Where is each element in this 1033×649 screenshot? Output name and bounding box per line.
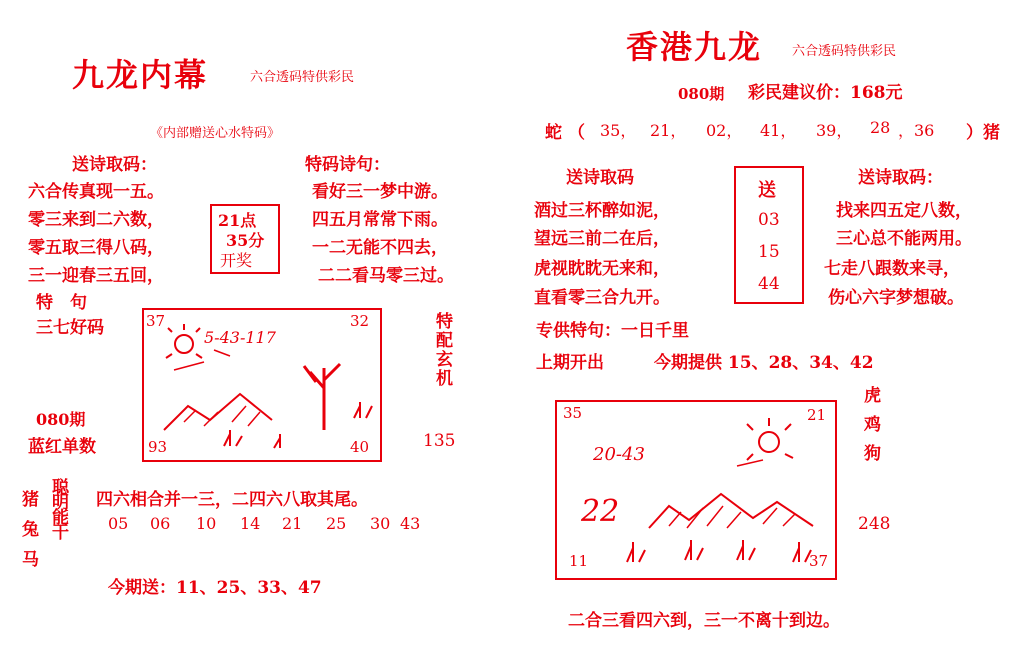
right-subtitle: 六合透码特供彩民 (792, 44, 897, 59)
left-special-line: 三七好码 (36, 318, 104, 338)
right-snake-number-1: 35， (600, 121, 637, 140)
right-poem-right-line-3: 七走八跟数来寻， (824, 259, 960, 279)
right-side-number: 248 (858, 514, 891, 534)
send-box-label: 送 (758, 180, 776, 201)
right-snake-start: 蛇 (545, 123, 562, 143)
time-box-line-3: 开奖 (220, 251, 253, 270)
left-side-vertical: 特配玄机 (432, 312, 452, 388)
right-snake-number-2: 21， (650, 121, 687, 140)
right-pic-corner-br: 37 (809, 552, 829, 570)
right-this-issue: 今期提供 15、28、34、42 (654, 353, 874, 373)
right-hint-drawing (557, 402, 835, 578)
left-number-8: 43 (400, 514, 421, 533)
left-poem-left-line-1: 六合传真现一五。 (28, 182, 164, 202)
left-number-3: 10 (196, 514, 217, 533)
right-snake-number-3: 02， (706, 121, 743, 140)
right-pic-scribble-b: 22 (581, 494, 620, 529)
left-rule-line: 四六相合并一三，二四六八取其尾。 (96, 490, 368, 510)
right-bottom-line: 二合三看四六到，三一不离十到边。 (568, 611, 840, 631)
left-number-1: 05 (108, 514, 129, 533)
left-poem-left-title: 送诗取码： (72, 155, 157, 175)
send-box-number-3: 44 (758, 274, 780, 294)
animal-pig: 猪 (22, 490, 39, 510)
left-poem-left-line-2: 零三来到二六数， (28, 210, 164, 230)
right-pic-scribble-a: 20-43 (593, 444, 645, 465)
left-pic-corner-bl: 93 (148, 438, 168, 456)
right-poem-right-line-4: 伤心六字梦想破。 (828, 288, 964, 308)
time-box-line-2: 35分 (226, 231, 265, 250)
right-poem-left-line-2: 望远三前二在后， (534, 229, 670, 249)
right-issue: 080期 (678, 85, 725, 103)
time-box (210, 204, 280, 274)
left-subtitle: 六合透码特供彩民 (250, 70, 355, 85)
right-snake-number-5: 39， (816, 121, 853, 140)
send-box (734, 166, 804, 304)
left-pic-corner-tl: 37 (146, 312, 166, 330)
right-snake-open: （ (568, 123, 585, 143)
left-hint-picture (142, 308, 382, 462)
left-number-2: 06 (150, 514, 171, 533)
right-side-animals: 虎鸡狗 (860, 386, 880, 473)
right-snake-number-7: ，36 (898, 121, 935, 140)
right-poem-left-line-1: 酒过三杯醉如泥， (534, 201, 670, 221)
left-poem-right-line-4: 二二看马零三过。 (318, 266, 454, 286)
left-number-5: 21 (282, 514, 303, 533)
left-number-4: 14 (240, 514, 261, 533)
left-issue: 080期 (36, 410, 86, 429)
right-snake-number-4: 41， (760, 121, 797, 140)
right-poem-right-line-1: 找来四五定八数， (836, 201, 972, 221)
left-pic-corner-tr: 32 (350, 312, 370, 330)
send-box-number-2: 15 (758, 242, 780, 262)
left-poem-right-line-1: 看好三一梦中游。 (312, 182, 448, 202)
left-poem-right-title: 特码诗句： (305, 155, 390, 175)
left-pic-scribble: 5-43-117 (204, 328, 276, 347)
right-pic-corner-bl: 11 (569, 552, 589, 570)
left-side-number: 135 (423, 431, 456, 451)
right-poem-left-title: 送诗取码 (566, 168, 634, 188)
right-snake-number-6: 28 (870, 118, 891, 137)
left-number-7: 30 (370, 514, 391, 533)
left-poem-left-line-4: 三一迎春三五回， (28, 266, 164, 286)
right-last-open: 上期开出 (536, 353, 604, 373)
left-title: 九龙内幕 (72, 56, 209, 94)
animal-horse: 马 (22, 550, 39, 570)
right-price-line: 彩民建议价：168元 (748, 83, 903, 103)
panel-divider (515, 0, 516, 649)
left-header-note: 《内部赠送心水特码》 (150, 126, 281, 141)
right-special-line: 专供特句：一日千里 (536, 321, 689, 341)
left-pic-corner-br: 40 (350, 438, 370, 456)
right-poem-right-line-2: 三心总不能两用。 (836, 229, 972, 249)
left-poem-right-line-2: 四五月常常下雨。 (312, 210, 448, 230)
time-box-line-1: 21点 (218, 211, 257, 230)
send-box-number-1: 03 (758, 210, 780, 230)
right-poem-right-title: 送诗取码： (858, 168, 943, 188)
left-poem-left-line-3: 零五取三得八码， (28, 238, 164, 258)
left-special-title: 特 句 (36, 293, 87, 313)
right-hint-picture (555, 400, 837, 580)
right-pic-corner-tl: 35 (563, 404, 583, 422)
animal-rabbit: 兔 (22, 520, 39, 540)
left-send-line: 今期送：11、25、33、47 (108, 578, 322, 598)
left-poem-right-line-3: 一二无能不四去， (312, 238, 448, 258)
right-poem-left-line-4: 直看零三合九开。 (534, 288, 670, 308)
right-snake-close: ）猪 (966, 123, 1000, 143)
right-poem-left-line-3: 虎视眈眈无来和， (534, 259, 670, 279)
right-title: 香港九龙 (626, 28, 763, 66)
smart-vertical: 聪明能干 (48, 478, 68, 538)
left-color-line: 蓝红单数 (28, 437, 96, 457)
left-number-6: 25 (326, 514, 347, 533)
right-pic-corner-tr: 21 (807, 406, 827, 424)
